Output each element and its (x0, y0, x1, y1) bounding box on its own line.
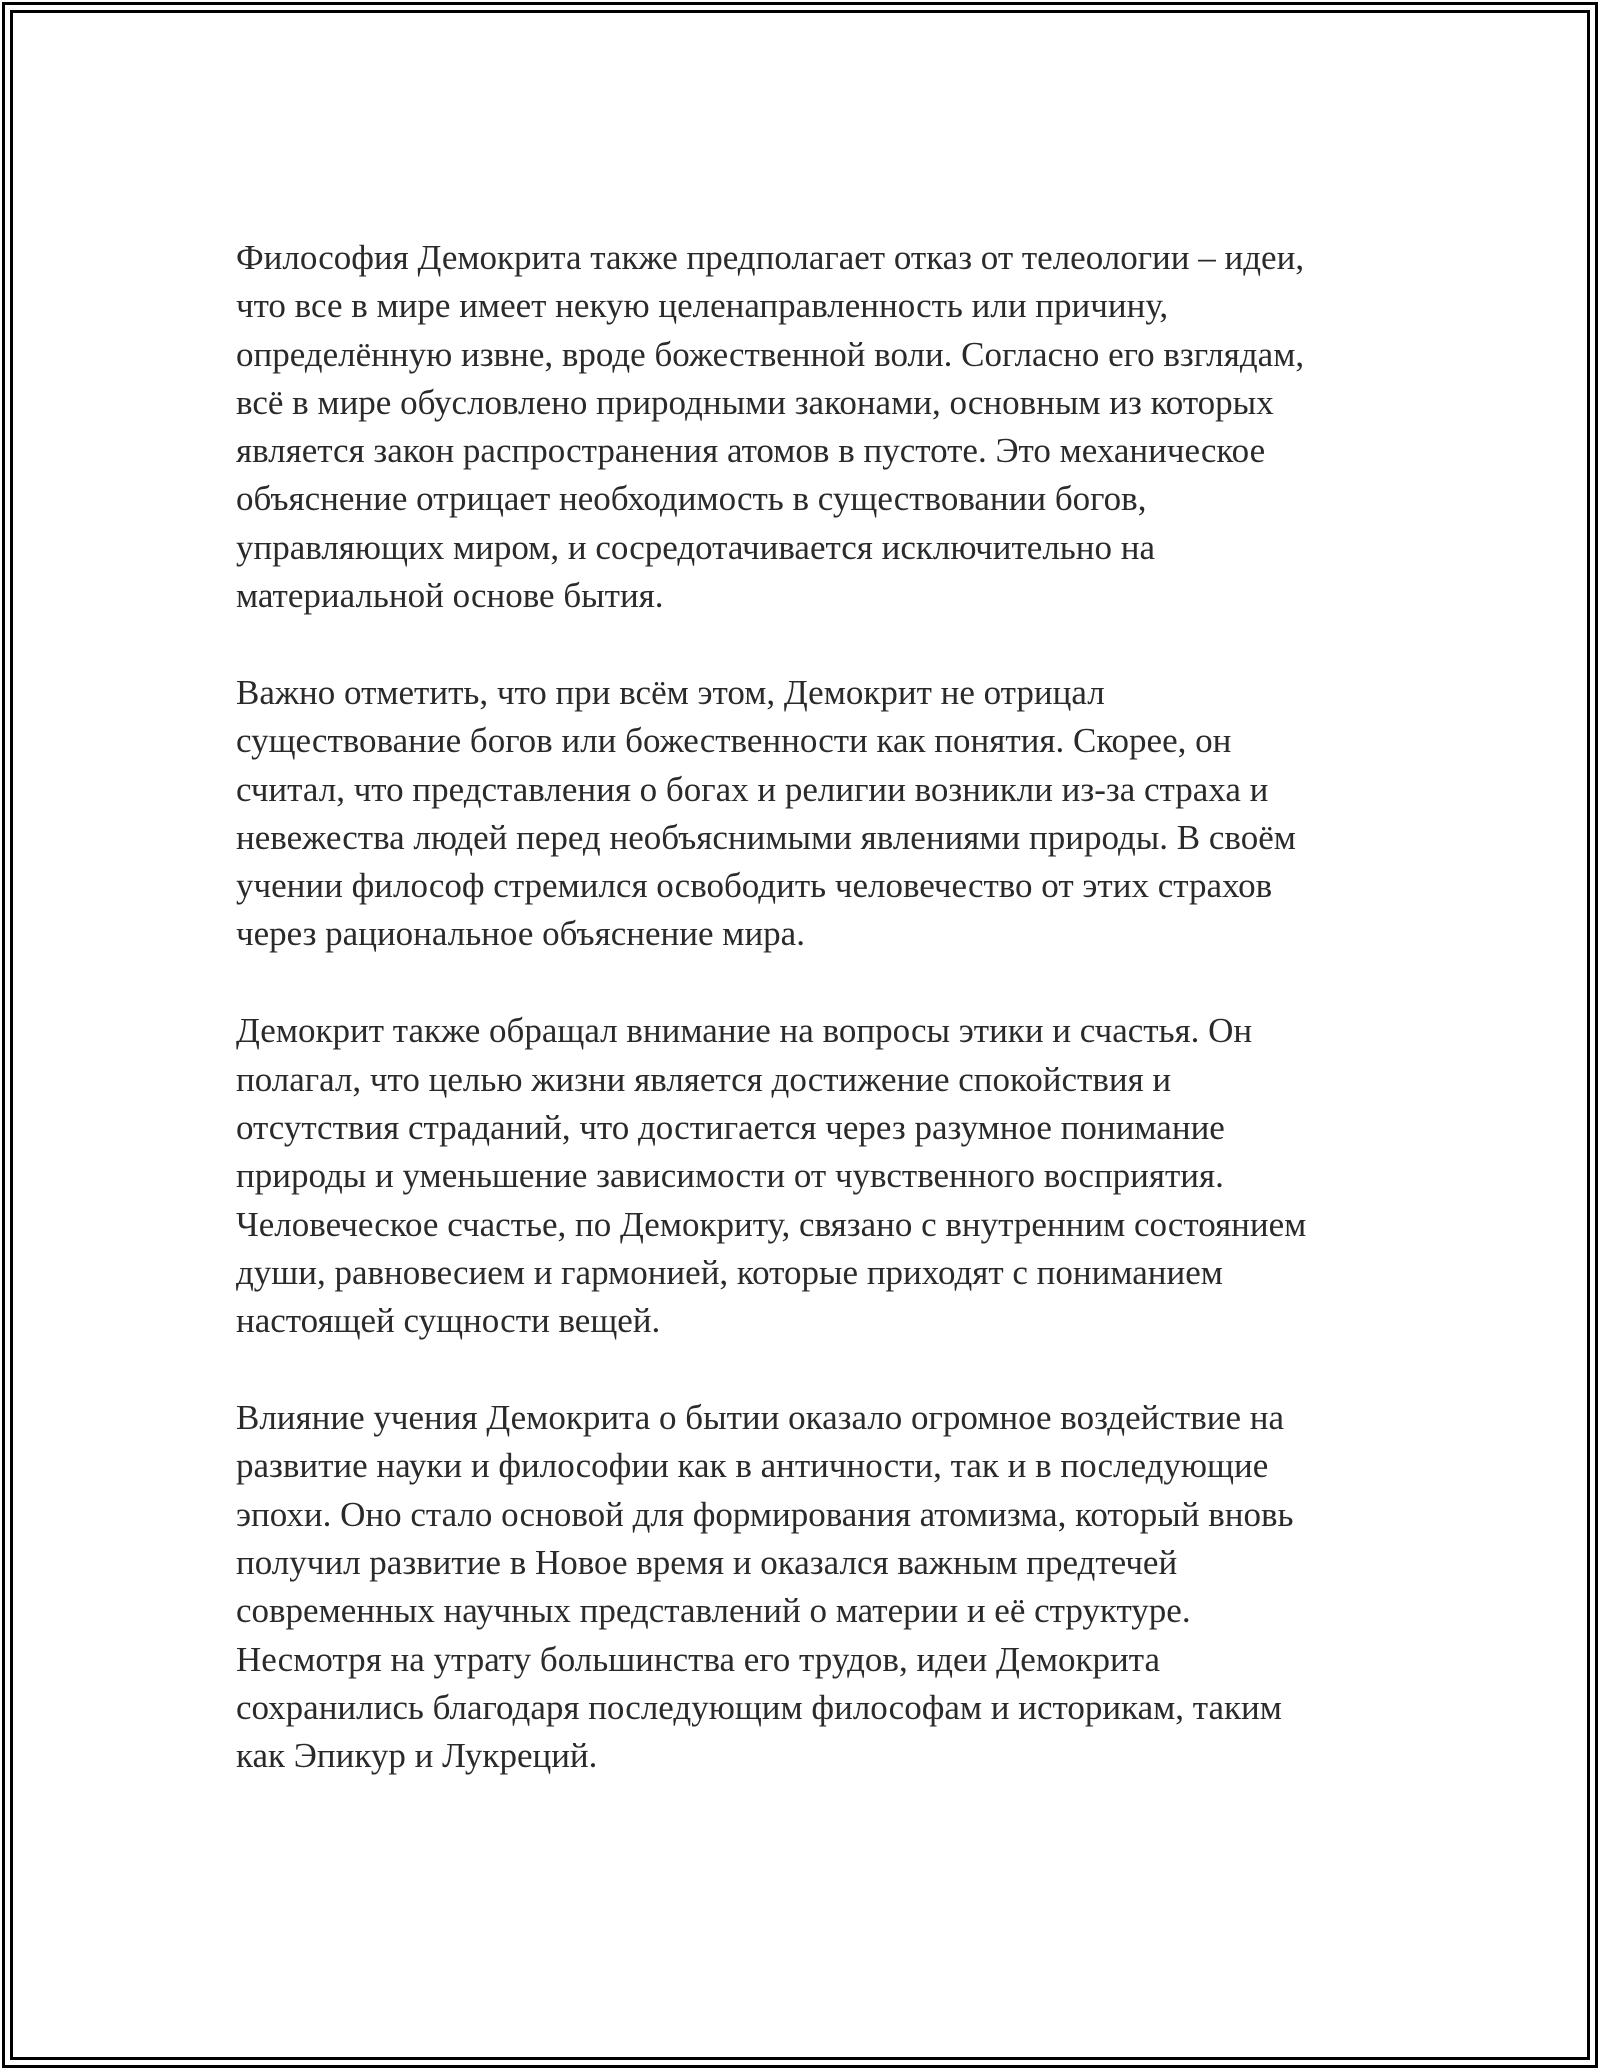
paragraph-teleology: Философия Демокрита также предполагает отказ от телеологии – идеи, что все в мире имеет некую целенаправленность или причину, определённую извне, вроде божественной воли. Согласно его взглядам, всё в мире обусловлено природными законами, основным из которых является закон распространения атомов в пустоте. Это механическое объяснение отрицает необходимость в существовании богов, управляющих миром, и сосредотачивается исключительно на материальной основе бытия. (236, 238, 1305, 616)
document-body (236, 234, 1376, 1780)
paragraph-gods: Важно отметить, что при всём этом, Демокрит не отрицал существование богов или божественности как понятия. Скорее, он считал, что представления о богах и религии возникли из-за страха и невежества людей перед необъяснимыми явлениями природы. В своём учении философ стремился освободить человечество от этих страхов через рациональное объяснение мира. (236, 672, 1296, 954)
paragraph-ethics: Демокрит также обращал внимание на вопросы этики и счастья. Он полагал, что целью жизни является достижение спокойствия и отсутствия страданий, что достигается через разумное понимание природы и уменьшение зависимости от чувственного восприятия. Человеческое счастье, по Демокриту, связано с внутренним состоянием души, равновесием и гармонией, которые приходят с пониманием настоящей сущности вещей. (236, 1011, 1307, 1341)
paragraph-influence: Влияние учения Демокрита о бытии оказало огромное воздействие на развитие науки и философии как в античности, так и в последующие эпохи. Оно стало основой для формирования атомизма, который вновь получил развитие в Новое время и оказался важным предтечей современных научных представлений о материи и её структуре. Несмотря на утрату большинства его трудов, идеи Демокрита сохранились благодаря последующим философам и историкам, таким как Эпикур и Лукреций. (236, 1398, 1294, 1776)
